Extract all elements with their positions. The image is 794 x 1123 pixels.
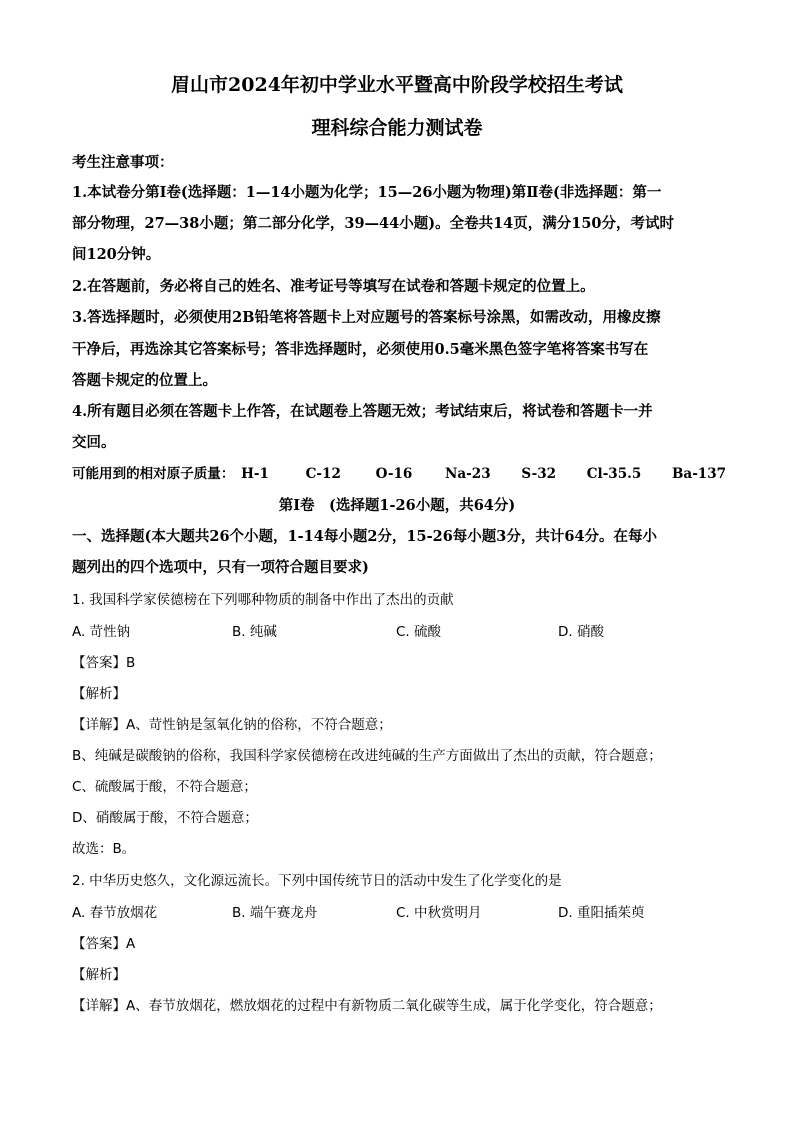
q2-stem: 2. 中华历史悠久，文化源远流长。下列中国传统节日的活动中发生了化学变化的是 (72, 873, 562, 889)
mass-h: H-1 (241, 466, 269, 482)
mass-c: C-12 (305, 466, 341, 482)
notice-item-1-line-3: 间120分钟。 (72, 246, 161, 263)
q1-detail-line-2: B、纯碱是碳酸钠的俗称，我国科学家侯德榜在改进纯碱的生产方面做出了杰出的贡献，符合题意； (72, 748, 662, 764)
q1-stem: 1. 我国科学家侯德榜在下列哪种物质的制备中作出了杰出的贡献 (72, 592, 454, 608)
q1-answer: 【答案】B (72, 655, 136, 671)
notice-item-1-line-2: 部分物理，27—38小题；第二部分化学，39—44小题)。全卷共14页，满分150分，考试时 (72, 215, 675, 232)
q2-analysis-label: 【解析】 (72, 967, 126, 983)
mass-ba: Ba-137 (671, 466, 727, 482)
q1-detail-line-4: D、硝酸属于酸，不符合题意； (72, 810, 258, 826)
q2-detail-line-1: 【详解】A、春节放烟花，燃放烟花的过程中有新物质二氧化碳等生成，属于化学变化，符合题意； (72, 998, 662, 1014)
atomic-masses-label: 可能用到的相对原子质量： (72, 466, 235, 482)
q1-analysis-label: 【解析】 (72, 686, 126, 702)
notice-item-2: 2.在答题前，务必将自己的姓名、准考证号等填写在试卷和答题卡规定的位置上。 (72, 278, 595, 295)
q2-option-d: D. 重阳插茱萸 (558, 905, 645, 921)
q1-option-c: C. 硫酸 (396, 624, 442, 640)
q1-detail-line-3: C、硫酸属于酸，不符合题意； (72, 779, 257, 795)
exam-title: 眉山市2024年初中学业水平暨高中阶段学校招生考试 (171, 74, 623, 96)
mass-o: O-16 (375, 466, 413, 482)
q2-option-b: B. 端午赛龙舟 (232, 905, 318, 921)
q2-option-c: C. 中秋赏明月 (396, 905, 482, 921)
notice-item-3-line-1: 3.答选择题时，必须使用2B铅笔将答题卡上对应题号的答案标号涂黑，如需改动，用橡皮擦 (72, 309, 661, 326)
q2-option-a: A. 春节放烟花 (72, 905, 158, 921)
mass-na: Na-23 (445, 466, 491, 482)
notice-item-1-line-1: 1.本试卷分第Ⅰ卷(选择题：1—14小题为化学；15—26小题为物理)第Ⅱ卷(非选择题：第一 (72, 184, 662, 201)
mass-s: S-32 (521, 466, 557, 482)
mass-cl: Cl-35.5 (586, 466, 642, 482)
part-title: 第Ⅰ卷 (选择题1-26小题，共64分) (278, 497, 516, 514)
q1-detail-line-5: 故选：B。 (72, 841, 136, 857)
atomic-masses (72, 462, 726, 482)
q2-answer: 【答案】A (72, 936, 136, 952)
notice-heading: 考生注意事项： (72, 154, 174, 171)
q1-option-b: B. 纯碱 (232, 624, 277, 640)
q1-detail-line-1: 【详解】A、苛性钠是氢氧化钠的俗称，不符合题意； (72, 717, 392, 733)
notice-item-3-line-3: 答题卡规定的位置上。 (72, 372, 217, 389)
q1-option-a: A. 苛性钠 (72, 624, 131, 640)
exam-subtitle: 理科综合能力测试卷 (311, 117, 483, 139)
notice-item-4-line-1: 4.所有题目必须在答题卡上作答，在试题卷上答题无效；考试结束后，将试卷和答题卡一并 (72, 403, 653, 420)
section-heading-line-2: 题列出的四个选项中，只有一项符合题目要求) (72, 559, 369, 576)
notice-item-4-line-2: 交回。 (72, 434, 116, 451)
notice-item-3-line-2: 干净后，再选涂其它答案标号；答非选择题时，必须使用0.5毫米黑色签字笔将答案书写在 (72, 341, 649, 358)
q1-option-d: D. 硝酸 (558, 624, 604, 640)
section-heading-line-1: 一、选择题(本大题共26个小题，1-14每小题2分，15-26每小题3分，共计64分。在每小 (72, 528, 658, 545)
